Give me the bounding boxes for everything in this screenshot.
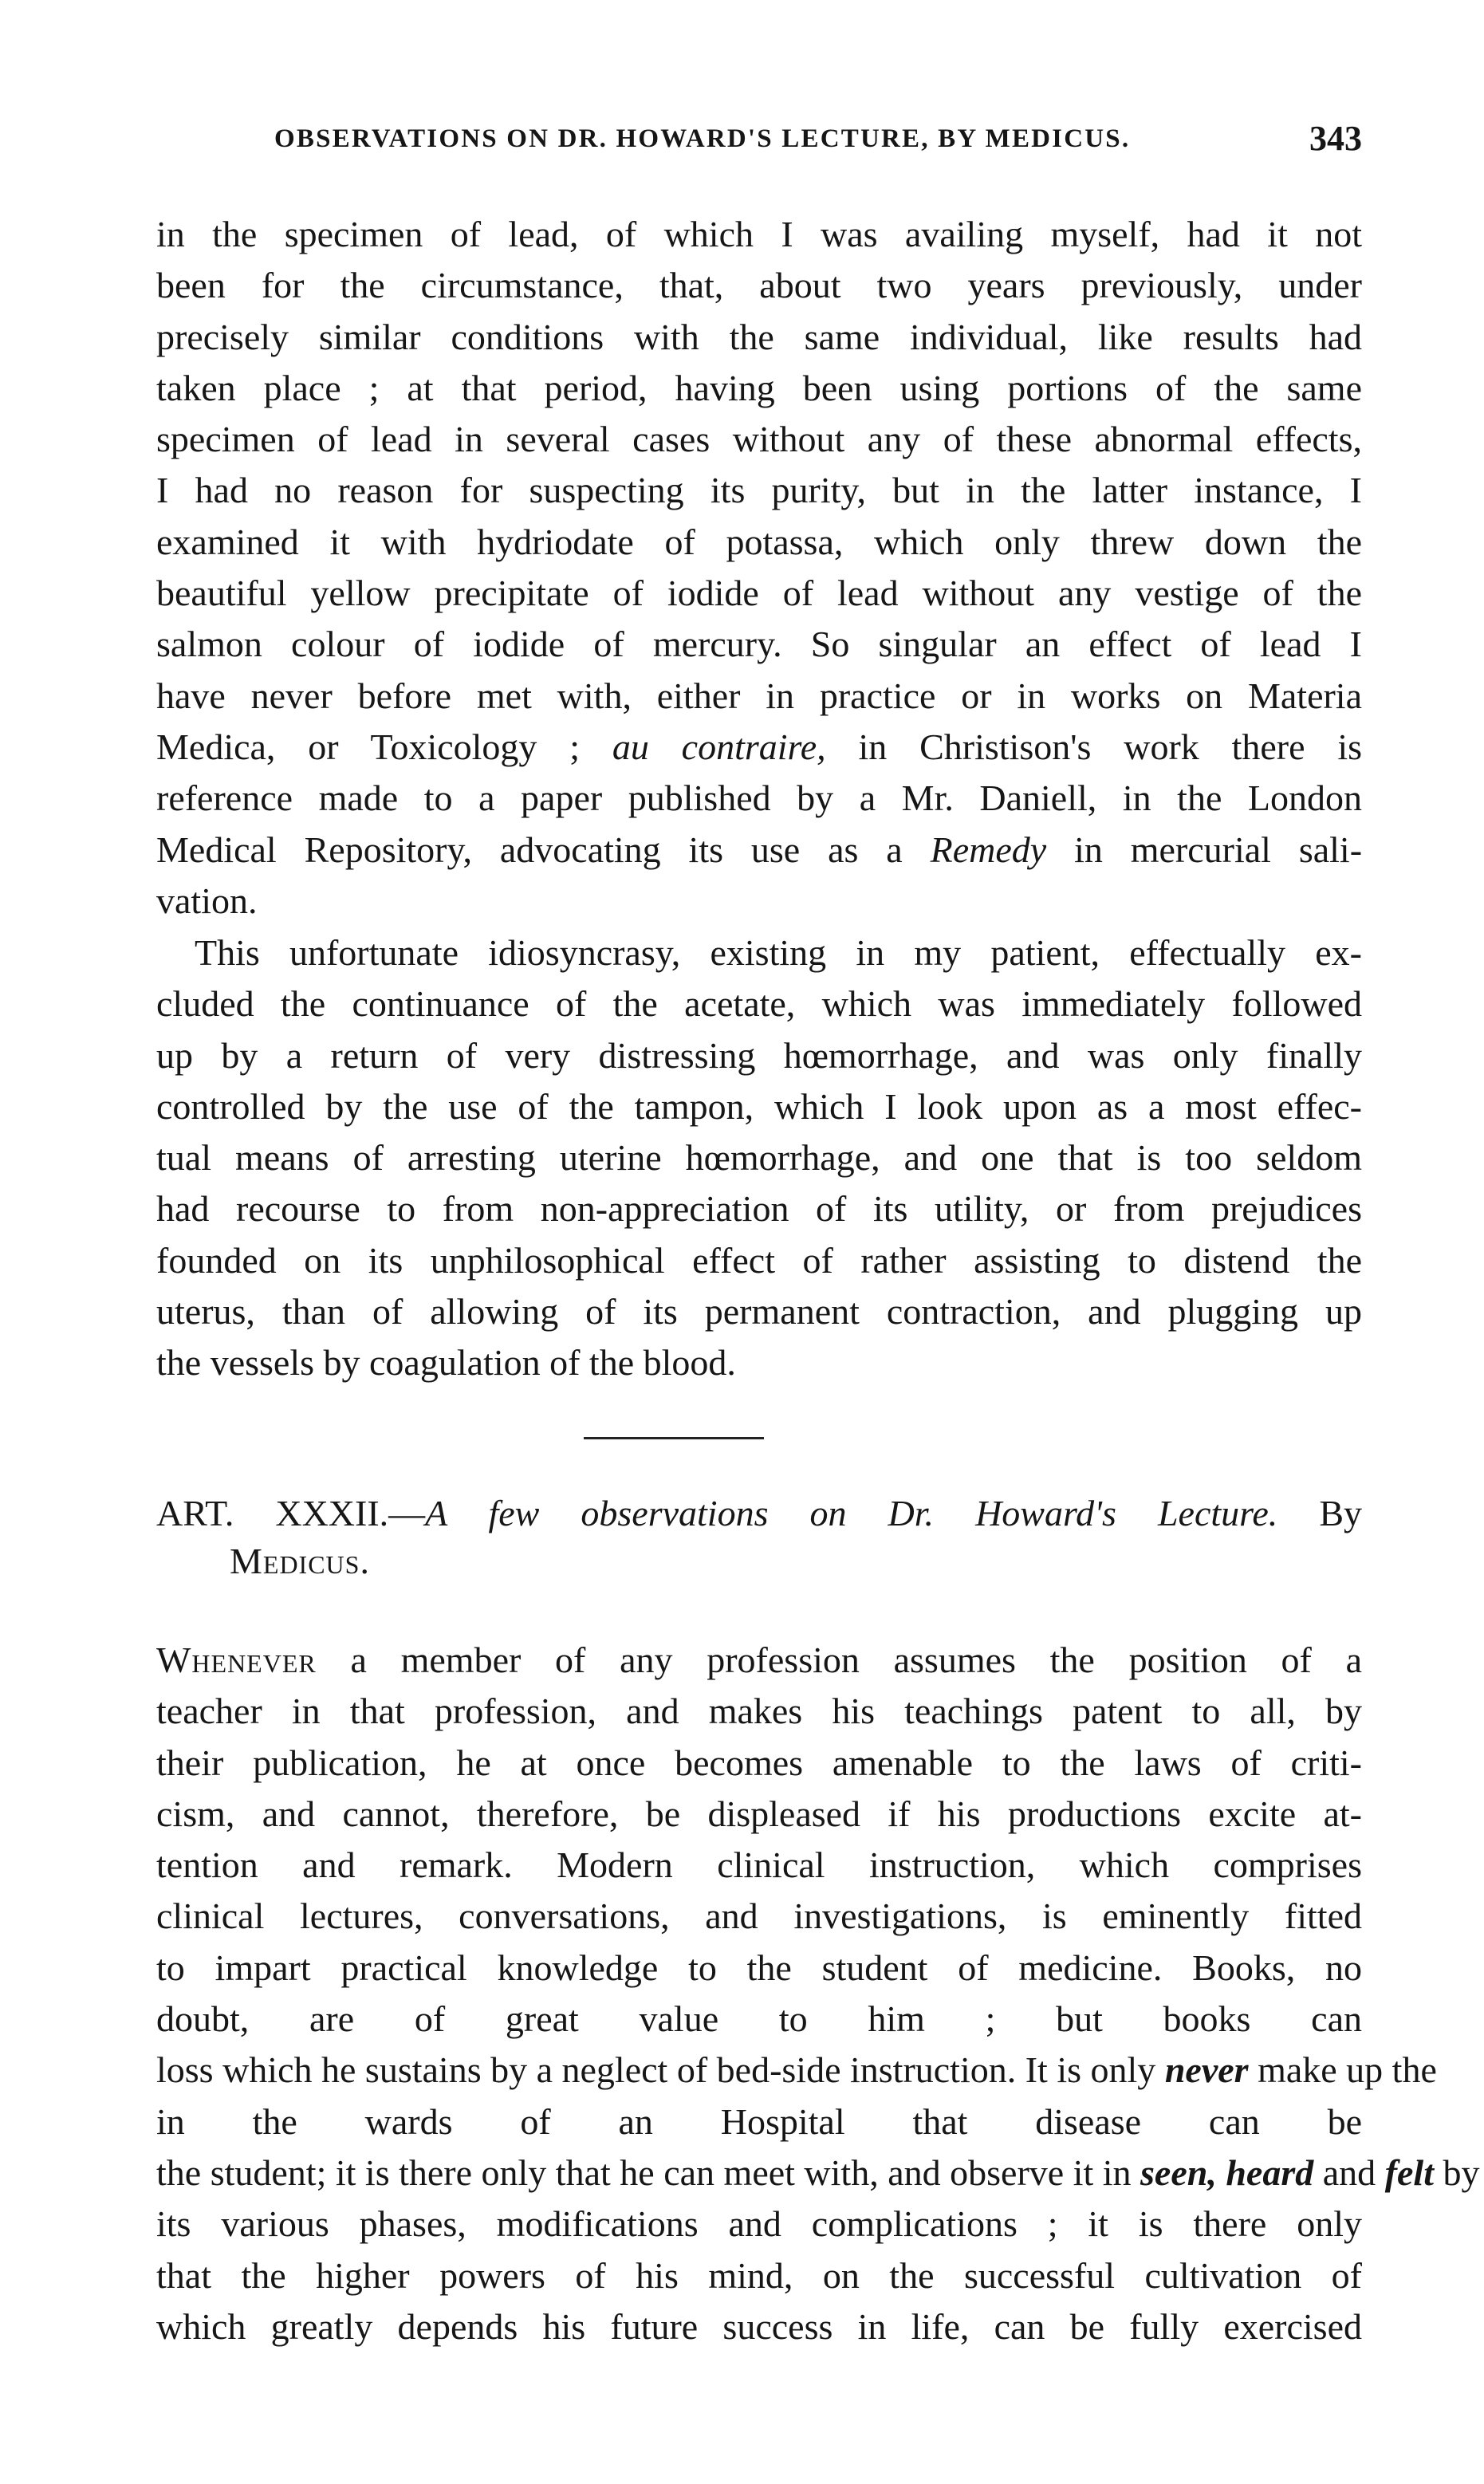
text-line: teacher in that profession, and makes his teachings patent to all, by: [156, 1691, 1362, 1732]
article-title: A few observations on Dr. Howard's Lecture.: [425, 1493, 1278, 1533]
text-line: up by a return of very distressing hœmorrhage, and was only finally: [156, 1034, 1362, 1076]
text-line: beautiful yellow precipitate of iodide of lead without any vestige of the: [156, 573, 1362, 614]
text-line: taken place ; at that period, having been using portions of the same: [156, 367, 1362, 408]
drop-word: Whenever: [156, 1640, 317, 1680]
italic-phrase: Remedy: [930, 829, 1047, 870]
text-line: [156, 2147, 1480, 2199]
text-line: reference made to a paper published by a Mr. Daniell, in the London: [156, 777, 1362, 819]
running-header: [274, 118, 1362, 166]
text-line: precisely similar conditions with the same individual, like results had: [156, 316, 1362, 357]
text-line: its various phases, modifications and complications ; it is there only: [156, 2203, 1362, 2245]
article-title-line: [156, 1490, 1362, 1537]
italic-phrase: never: [1164, 2049, 1249, 2091]
italic-phrase: felt: [1384, 2151, 1434, 2193]
text-line: [156, 2352, 1362, 2403]
text-segment: by: [1443, 2151, 1480, 2193]
text-segment: the student; it is there only that he can meet with, and observe it in: [156, 2151, 1132, 2193]
text-line: This unfortunate idiosyncrasy, existing in my patient, effectually ex-: [195, 932, 1362, 973]
text-line: in the specimen of lead, of which I was availing myself, had it not: [156, 214, 1362, 254]
text-line: [156, 1635, 1362, 1686]
text-line: have never before met with, either in practice or in works on Materia: [156, 675, 1362, 716]
text-line: which greatly depends his future success in life, can be fully exercised: [156, 2305, 1362, 2347]
text-line: had recourse to from non-appreciation of its utility, or from prejudices: [156, 1188, 1362, 1230]
section-divider: [584, 1437, 764, 1439]
text-line: been for the circumstance, that, about two years previously, under: [156, 265, 1362, 306]
text-line: salmon colour of iodide of mercury. So singular an effect of lead I: [156, 624, 1362, 665]
text-line: doubt, are of great value to him ; but books can: [156, 1998, 1362, 2040]
text-line: examined it with hydriodate of potassa, which only threw down the: [156, 521, 1362, 562]
text-line: their publication, he at once becomes amenable to the laws of criti-: [156, 1742, 1362, 1783]
article-label: ART. XXXII.—: [156, 1493, 426, 1533]
text-segment: in Christison's work there is: [858, 726, 1363, 767]
text-segment: and: [1322, 2151, 1376, 2193]
text-line: cism, and cannot, therefore, be displeased if his productions excite at-: [156, 1793, 1362, 1834]
article-by: By: [1319, 1493, 1363, 1533]
running-title: OBSERVATIONS ON DR. HOWARD'S LECTURE, BY MEDICUS.: [274, 124, 1131, 153]
text-line: [156, 825, 1362, 876]
text-line: clinical lectures, conversations, and investigations, is eminently fitted: [156, 1895, 1362, 1937]
italic-phrase: au contraire,: [612, 726, 826, 767]
text-line: tention and remark. Modern clinical instruction, which comprises: [156, 1844, 1362, 1886]
text-line: specimen of lead in several cases without any of these abnormal effects,: [156, 419, 1362, 460]
text-line: I had no reason for suspecting its purity, but in the latter instance, I: [156, 470, 1362, 511]
text-line: controlled by the use of the tampon, which I look upon as a most effec-: [156, 1085, 1362, 1127]
text-line: [156, 722, 1362, 773]
text-segment: Medical Repository, advocating its use as a: [156, 829, 903, 870]
text-line: in the wards of an Hospital that disease can be: [156, 2100, 1362, 2142]
text-segment: Medica, or Toxicology ;: [156, 726, 581, 767]
text-line: cluded the continuance of the acetate, which was immediately followed: [156, 983, 1362, 1025]
paragraph-2: [156, 927, 1362, 1389]
italic-phrase: seen, heard: [1140, 2151, 1314, 2193]
text-line: vation.: [156, 880, 258, 921]
text-line: founded on its unphilosophical effect of rather assisting to distend the: [156, 1239, 1362, 1281]
paragraph-3: [156, 1635, 1480, 2403]
text-line: [156, 2045, 1437, 2096]
text-line: to impart practical knowledge to the student of medicine. Books, no: [156, 1947, 1362, 1988]
text-line: the vessels by coagulation of the blood.: [156, 1342, 736, 1384]
text-line: uterus, than of allowing of its permanent contraction, and plugging up: [156, 1291, 1362, 1333]
text-line: that the higher powers of his mind, on the successful cultivation of: [156, 2254, 1362, 2296]
text-segment: make up the: [1258, 2049, 1437, 2091]
page-number: 343: [1309, 119, 1362, 158]
article-heading: [156, 1490, 1362, 1585]
article-author: Medicus.: [230, 1541, 370, 1581]
text-segment: in mercurial sali-: [1074, 829, 1363, 870]
text-segment: a member of any profession assumes the position of a: [350, 1640, 1363, 1680]
text-segment: loss which he sustains by a neglect of bed-side instruction. It is only: [156, 2049, 1156, 2091]
paragraph-1: [156, 209, 1362, 927]
text-line: tual means of arresting uterine hœmorrhage, and one that is too seldom: [156, 1137, 1362, 1179]
